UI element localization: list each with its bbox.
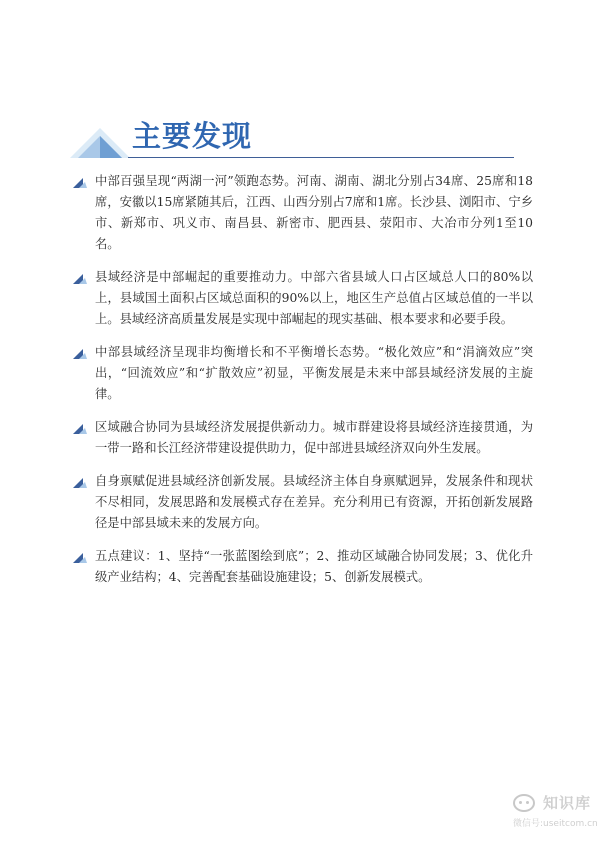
finding-item xyxy=(73,471,533,534)
heading-divider xyxy=(128,157,514,158)
watermark xyxy=(513,792,597,832)
triangle-bullet-icon xyxy=(73,422,87,434)
finding-text: 中部百强呈现“两湖一河”领跑态势。河南、湖南、湖北分别占34席、25席和18席，安徽以15席紧随其后，江西、山西分别占7席和1席。长沙县、浏阳市、宁乡市、新郑市、巩义市、南昌县、新密市、肥西县、荥阳市、大冶市分列1至10名。 xyxy=(95,174,533,251)
watermark-id: 微信号:useitcom.cn xyxy=(513,819,598,829)
wechat-icon xyxy=(513,794,535,812)
finding-text: 区域融合协同为县域经济发展提供新动力。城市群建设将县域经济连接贯通，为一带一路和长江经济带建设提供助力，促中部进县域经济双向外生发展。 xyxy=(95,420,533,455)
page-title: 主要发现 xyxy=(132,119,253,153)
finding-text: 县域经济是中部崛起的重要推动力。中部六省县域人口占区域总人口的80%以上，县域国土面积占区域总面积的90%以上，地区生产总值占区域总值的一半以上。县域经济高质量发展是实现中部崛起的现实基础、根本要求和必要手段。 xyxy=(95,270,533,326)
triangle-bullet-icon xyxy=(73,176,87,188)
finding-text: 五点建议：1、坚持“一张蓝图绘到底”；2、推动区域融合协同发展；3、优化升级产业结构；4、完善配套基础设施建设；5、创新发展模式。 xyxy=(95,549,533,584)
triangle-bullet-icon xyxy=(73,476,87,488)
finding-item xyxy=(73,267,533,330)
finding-item xyxy=(73,171,533,255)
finding-item xyxy=(73,417,533,459)
watermark-name: 知识库 xyxy=(543,794,592,812)
section-heading xyxy=(70,118,515,160)
triangle-bullet-icon xyxy=(73,551,87,563)
finding-text: 自身禀赋促进县域经济创新发展。县域经济主体自身禀赋迥异，发展条件和现状不尽相同，发展思路和发展模式存在差异。充分利用已有资源，开拓创新发展路径是中部县域未来的发展方向。 xyxy=(95,474,533,530)
findings-list xyxy=(73,171,533,600)
triangle-bullet-icon xyxy=(73,272,87,284)
finding-item xyxy=(73,342,533,405)
finding-text: 中部县域经济呈现非均衡增长和不平衡增长态势。“极化效应”和“涓滴效应”突出，“回流效应”和“扩散效应”初显，平衡发展是未来中部县域经济发展的主旋律。 xyxy=(95,345,533,401)
finding-item xyxy=(73,546,533,588)
triangle-decoration-icon xyxy=(70,118,130,160)
triangle-bullet-icon xyxy=(73,347,87,359)
